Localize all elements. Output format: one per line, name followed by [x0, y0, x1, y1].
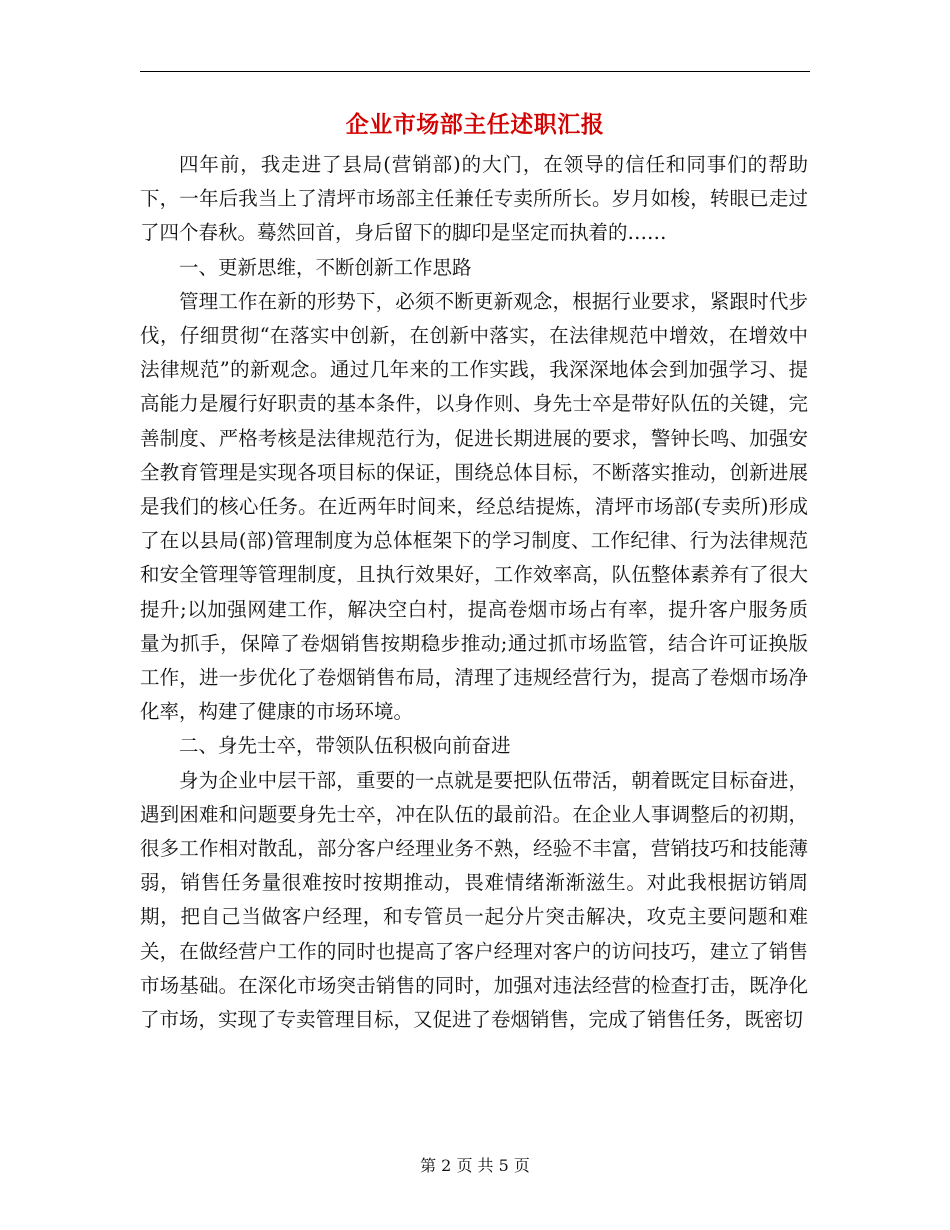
section-heading-1: 一、更新思维，不断创新工作思路	[179, 255, 472, 279]
paragraph-section-1: 管理工作在新的形势下，必须不断更新观念，根据行业要求，紧跟时代步伐，仔细贯彻“在落实中创新，在创新中落实，在法律规范中增效，在增效中法律规范”的新观念。通过几年来的工作实践，我深深地体会到加强学习、提高能力是履行好职责的基本条件，以身作则、身先士卒是带好队伍的关键，完善制度、严格考核是法律规范行为，促进长期进展的要求，警钟长鸣、加强安全教育管理是实现各项目标的保证，围绕总体目标，不断落实推动，创新进展是我们的核心任务。在近两年时间来，经总结提炼，清坪市场部(专卖所)形成了在以县局(部)管理制度为总体框架下的学习制度、工作纪律、行为法律规范和安全管理等管理制度，且执行效果好，工作效率高，队伍整体素养有了很大提升;以加强网建工作，解决空白村，提高卷烟市场占有率，提升客户服务质量为抓手，保障了卷烟销售按期稳步推动;通过抓市场监管，结合许可证换版工作，进一步优化了卷烟销售布局，清理了违规经营行为，提高了卷烟市场净化率，构建了健康的市场环境。	[140, 289, 808, 724]
document-body	[140, 148, 808, 1037]
page-number: 第 2 页 共 5 页	[420, 1156, 530, 1175]
paragraph-section-2: 身为企业中层干部，重要的一点就是要把队伍带活，朝着既定目标奋进，遇到困难和问题要身先士卒，冲在队伍的最前沿。在企业人事调整后的初期，很多工作相对散乱，部分客户经理业务不熟，经验不丰富，营销技巧和技能薄弱，销售任务量很难按时按期推动，畏难情绪渐渐滋生。对此我根据访销周期，把自己当做客户经理，和专管员一起分片突击解决，攻克主要问题和难关，在做经营户工作的同时也提高了客户经理对客户的访问技巧，建立了销售市场基础。在深化市场突击销售的同时，加强对违法经营的检查打击，既净化了市场，实现了专卖管理目标，又促进了卷烟销售，完成了销售任务，既密切	[140, 768, 808, 1032]
document-title: 企业市场部主任述职汇报	[345, 111, 605, 138]
section-heading-2: 二、身先士卒，带领队伍积极向前奋进	[179, 734, 511, 758]
paragraph-intro: 四年前，我走进了县局(营销部)的大门，在领导的信任和同事们的帮助下，一年后我当上了清坪市场部主任兼任专卖所所长。岁月如梭，转眼已走过了四个春秋。蓦然回首，身后留下的脚印是坚定而执着的……	[140, 153, 808, 245]
header-rule	[140, 71, 810, 72]
